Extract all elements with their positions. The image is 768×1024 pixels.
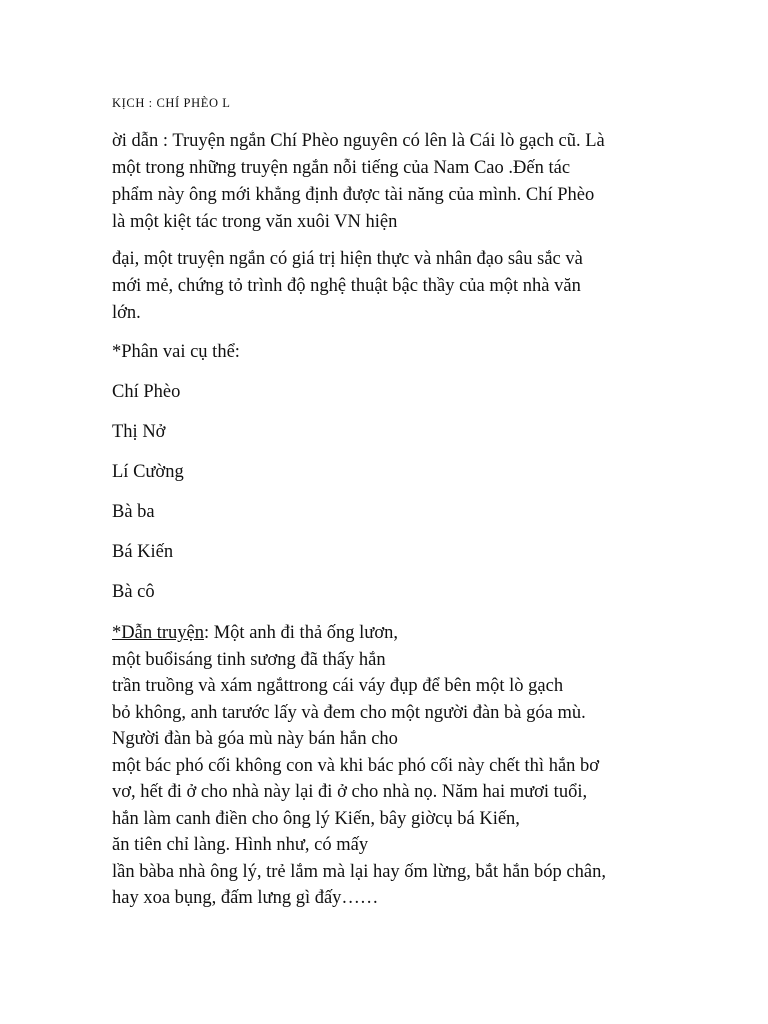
intro-line: đại, một truyện ngắn có giá trị hiện thực và nhân đạo sâu sắc và <box>112 249 583 269</box>
role-item: Bá Kiến <box>112 542 174 562</box>
role-item: Chí Phèo <box>112 382 181 402</box>
role-item: Thị Nở <box>112 422 166 442</box>
narration-line: Người đàn bà góa mù này bán hắn cho <box>112 729 398 749</box>
narration-line: hắn làm canh điền cho ông lý Kiến, bây giờcụ bá Kiến, <box>112 808 520 829</box>
narration-first-text: : Một anh đi thả ống lươn, <box>203 623 398 643</box>
intro-line: ời dẫn : Truyện ngắn Chí Phèo nguyên có lên là Cái lò gạch cũ. Là <box>112 131 605 151</box>
role-item: Lí Cường <box>112 462 184 482</box>
play-heading: KỊCH : CHÍ PHÈO L <box>112 96 231 110</box>
role-item: Bà cô <box>112 582 155 602</box>
intro-line: một trong những truyện ngắn nỗi tiếng của Nam Cao .Đến tác <box>112 158 571 178</box>
narration-line: một bác phó cối không con và khi bác phó cối này chết thì hắn bơ <box>112 755 600 776</box>
role-item: Bà ba <box>112 502 155 522</box>
narration-first-line <box>112 620 672 647</box>
narration-line: bỏ không, anh tarước lấy và đem cho một người đàn bà góa mù. <box>112 702 586 723</box>
narration-label: *Dẫn truyện <box>112 623 204 643</box>
intro-line: lớn. <box>112 303 141 323</box>
roles-heading: *Phân vai cụ thể: <box>112 342 240 362</box>
intro-paragraph <box>112 128 672 236</box>
intro-line: mới mẻ, chứng tỏ trình độ nghệ thuật bậc thầy của một nhà văn <box>112 276 581 296</box>
narration-line: lần bàba nhà ông lý, trẻ lắm mà lại hay ốm lừng, bắt hắn bóp chân, <box>112 861 606 882</box>
narration-line: trần truồng và xám ngắttrong cái váy đụp để bên một lò gạch <box>112 676 564 696</box>
narration-line: vơ, hết đi ở cho nhà này lại đi ở cho nhà nọ. Năm hai mươi tuổi, <box>112 782 588 802</box>
intro-continuation-paragraph <box>112 246 672 327</box>
narration-line: một buổisáng tinh sương đã thấy hắn <box>112 649 386 670</box>
narration-line: hay xoa bụng, đấm lưng gì đấy…… <box>112 888 379 908</box>
intro-line: phẩm này ông mới khẳng định được tài năng của mình. Chí Phèo <box>112 185 595 205</box>
narration-line: ăn tiên chỉ làng. Hình như, có mấy <box>112 835 369 855</box>
intro-line: là một kiệt tác trong văn xuôi VN hiện <box>112 212 398 232</box>
narration-paragraph <box>112 620 672 912</box>
